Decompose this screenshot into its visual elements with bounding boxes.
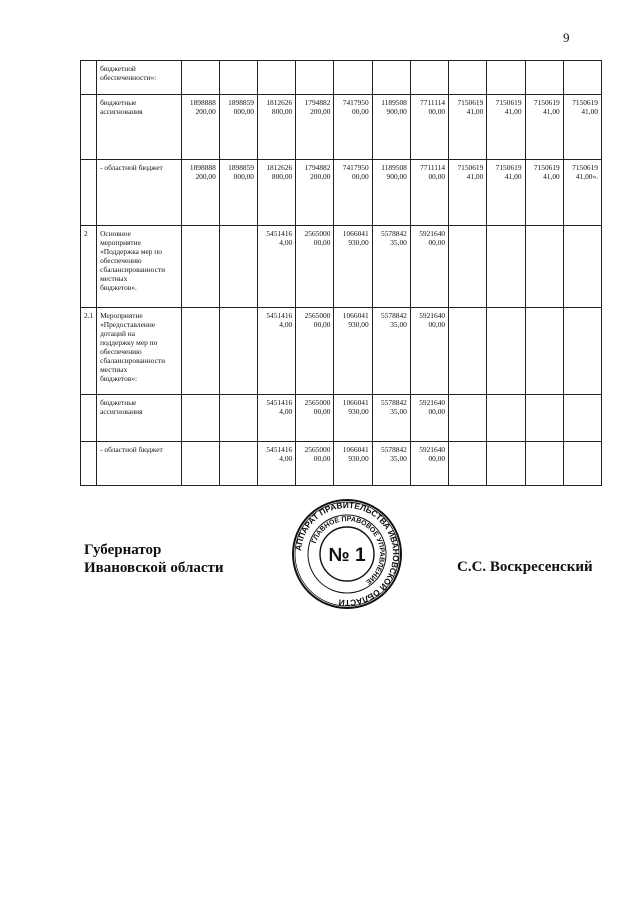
row-number-cell — [81, 395, 97, 442]
amount-value: 5921640 00,00 — [419, 445, 446, 463]
amount-cell — [219, 308, 257, 395]
amount-cell — [487, 61, 525, 95]
row-description: бюджетные ассигнования — [100, 398, 143, 416]
row-description-cell — [97, 160, 181, 226]
amount-cell — [296, 160, 334, 226]
row-number-cell — [81, 160, 97, 226]
amount-cell — [181, 95, 219, 160]
amount-cell — [334, 226, 372, 308]
amount-cell — [181, 442, 219, 486]
amount-cell — [296, 61, 334, 95]
table-row — [81, 226, 602, 308]
amount-cell — [258, 308, 296, 395]
amount-value: 1812626 800,00 — [266, 98, 293, 116]
amount-cell — [525, 308, 563, 395]
amount-cell — [525, 226, 563, 308]
signer-title-line2: Ивановской области — [84, 560, 224, 576]
amount-cell — [334, 61, 372, 95]
amount-cell — [181, 308, 219, 395]
amount-value: 1794882 200,00 — [304, 98, 331, 116]
amount-cell — [372, 226, 410, 308]
amount-cell — [219, 226, 257, 308]
amount-cell — [410, 160, 448, 226]
amount-value: 5451416 4,00 — [266, 311, 293, 329]
row-description: - областной бюджет — [100, 163, 163, 172]
amount-cell — [258, 442, 296, 486]
amount-cell — [219, 160, 257, 226]
amount-cell — [258, 61, 296, 95]
amount-cell — [334, 442, 372, 486]
amount-cell — [449, 395, 487, 442]
amount-value: 5921640 00,00 — [419, 311, 446, 329]
amount-cell — [372, 442, 410, 486]
amount-cell — [219, 395, 257, 442]
row-description-cell — [97, 61, 181, 95]
amount-value: 5578842 35,00 — [381, 398, 407, 416]
amount-cell — [334, 308, 372, 395]
row-description: бюджетной обеспеченности»: — [100, 64, 157, 82]
amount-value: 5578842 35,00 — [381, 445, 407, 463]
table-row — [81, 395, 602, 442]
amount-cell — [449, 226, 487, 308]
table-row — [81, 95, 602, 160]
amount-value: 7711114 00,00 — [420, 163, 446, 181]
seal-ring-text: АППАРАТ ПРАВИТЕЛЬСТВА ИВАНОВСКОЙ ОБЛАСТИ — [293, 499, 402, 609]
amount-value: 1066041 930,00 — [342, 229, 369, 247]
amount-cell — [258, 160, 296, 226]
amount-value: 7711114 00,00 — [420, 98, 446, 116]
amount-cell — [219, 61, 257, 95]
amount-cell — [372, 61, 410, 95]
amount-cell — [487, 308, 525, 395]
row-description: бюджетные ассигнования — [100, 98, 143, 116]
row-description-cell — [97, 308, 181, 395]
amount-cell — [410, 395, 448, 442]
amount-cell — [296, 442, 334, 486]
table-row — [81, 61, 602, 95]
official-seal — [291, 498, 403, 610]
amount-cell — [372, 395, 410, 442]
amount-cell — [410, 226, 448, 308]
amount-value: 7150619 41,00». — [572, 163, 598, 181]
amount-cell — [563, 226, 601, 308]
row-number-cell — [81, 95, 97, 160]
row-description: Основное мероприятие «Поддержка мер по обеспечению сбалансированности местных бюджетов». — [100, 229, 166, 292]
page-number: 9 — [563, 30, 570, 45]
amount-value: 5451416 4,00 — [266, 398, 293, 416]
amount-cell — [181, 160, 219, 226]
row-description: - областной бюджет — [100, 445, 163, 454]
amount-value: 1066041 930,00 — [342, 398, 369, 416]
amount-value: 1898888 200,00 — [189, 98, 216, 116]
table-row — [81, 442, 602, 486]
amount-value: 7150619 41,00 — [457, 98, 484, 116]
amount-cell — [372, 95, 410, 160]
amount-value: 7417950 00,00 — [342, 163, 369, 181]
signature-block — [84, 541, 224, 577]
row-description-cell — [97, 226, 181, 308]
amount-cell — [525, 160, 563, 226]
amount-cell — [410, 61, 448, 95]
amount-cell — [296, 308, 334, 395]
row-description-cell — [97, 442, 181, 486]
amount-value: 1812626 800,00 — [266, 163, 293, 181]
amount-value: 5921640 00,00 — [419, 398, 446, 416]
row-number-cell: 2 — [81, 226, 97, 308]
amount-cell — [449, 442, 487, 486]
amount-value: 7150619 41,00 — [495, 163, 522, 181]
amount-cell — [563, 160, 601, 226]
amount-cell — [296, 95, 334, 160]
amount-value: 5451416 4,00 — [266, 229, 293, 247]
amount-cell — [487, 160, 525, 226]
amount-value: 5578842 35,00 — [381, 311, 407, 329]
amount-value: 2565000 00,00 — [304, 229, 331, 247]
amount-cell — [449, 95, 487, 160]
row-description-cell — [97, 95, 181, 160]
amount-value: 5451416 4,00 — [266, 445, 293, 463]
row-number-cell — [81, 442, 97, 486]
amount-cell — [525, 95, 563, 160]
amount-cell — [410, 95, 448, 160]
amount-cell — [258, 226, 296, 308]
amount-value: 2565000 00,00 — [304, 398, 331, 416]
amount-cell — [410, 442, 448, 486]
amount-cell — [219, 95, 257, 160]
amount-cell — [258, 395, 296, 442]
row-description-cell — [97, 395, 181, 442]
amount-cell — [563, 308, 601, 395]
seal-inner-text: ГЛАВНОЕ ПРАВОВОЕ УПРАВЛЕНИЕ — [310, 515, 386, 586]
table-row — [81, 160, 602, 226]
row-description: Мероприятие «Предоставление дотаций на поддержку мер по обеспечению сбалансированности местных бюджетов»: — [100, 311, 166, 383]
amount-value: 7150619 41,00 — [495, 98, 522, 116]
amount-cell — [181, 395, 219, 442]
signer-title-line1: Губернатор — [84, 542, 162, 558]
amount-cell — [449, 61, 487, 95]
amount-cell — [258, 95, 296, 160]
amount-value: 5921640 00,00 — [419, 229, 446, 247]
amount-cell — [563, 395, 601, 442]
amount-cell — [563, 442, 601, 486]
amount-value: 5578842 35,00 — [381, 229, 407, 247]
amount-value: 7150619 41,00 — [572, 98, 598, 116]
amount-cell — [487, 226, 525, 308]
amount-value: 1898888 200,00 — [189, 163, 216, 181]
amount-cell — [372, 308, 410, 395]
table-row — [81, 308, 602, 395]
amount-cell — [372, 160, 410, 226]
amount-cell — [296, 395, 334, 442]
amount-cell — [487, 442, 525, 486]
amount-cell — [181, 61, 219, 95]
amount-cell — [525, 442, 563, 486]
amount-value: 1066041 930,00 — [342, 445, 369, 463]
amount-value: 1066041 930,00 — [342, 311, 369, 329]
amount-value: 1189508 900,00 — [381, 98, 407, 116]
amount-value: 7150619 41,00 — [533, 98, 560, 116]
amount-cell — [410, 308, 448, 395]
seal-number: № 1 — [328, 545, 366, 566]
amount-value: 2565000 00,00 — [304, 311, 331, 329]
amount-value: 2565000 00,00 — [304, 445, 331, 463]
amount-cell — [449, 308, 487, 395]
amount-cell — [563, 61, 601, 95]
amount-cell — [296, 226, 334, 308]
amount-cell — [334, 160, 372, 226]
amount-cell — [219, 442, 257, 486]
amount-cell — [525, 61, 563, 95]
row-number-cell — [81, 61, 97, 95]
amount-cell — [334, 395, 372, 442]
amount-value: 7417950 00,00 — [342, 98, 369, 116]
amount-value: 1189508 900,00 — [381, 163, 407, 181]
budget-table — [80, 60, 602, 486]
amount-cell — [181, 226, 219, 308]
amount-cell — [563, 95, 601, 160]
amount-cell — [449, 160, 487, 226]
row-number-cell: 2.1 — [81, 308, 97, 395]
amount-value: 7150619 41,00 — [457, 163, 484, 181]
amount-value: 7150619 41,00 — [533, 163, 560, 181]
amount-cell — [487, 395, 525, 442]
amount-cell — [525, 395, 563, 442]
amount-value: 1898859 000,00 — [228, 163, 254, 181]
amount-value: 1794882 200,00 — [304, 163, 331, 181]
amount-cell — [334, 95, 372, 160]
signer-name: С.С. Воскресенский — [457, 559, 593, 575]
amount-value: 1898859 000,00 — [228, 98, 254, 116]
amount-cell — [487, 95, 525, 160]
